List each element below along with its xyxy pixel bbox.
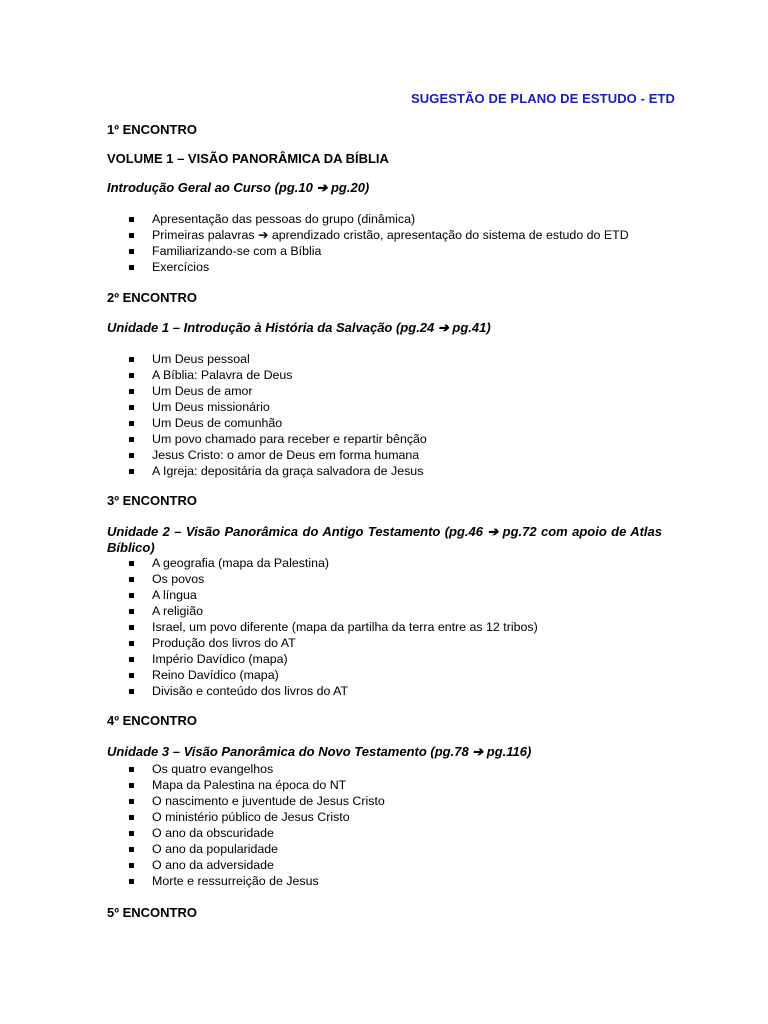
square-bullet-icon [129, 863, 134, 868]
square-bullet-icon [129, 265, 134, 270]
list-item: Exercícios [127, 259, 629, 275]
encontro-4-unit: Unidade 3 – Visão Panorâmica do Novo Testamento (pg.78 ➔ pg.116) [107, 744, 532, 759]
encontro-1-list [127, 211, 629, 275]
list-item: O ano da popularidade [127, 841, 385, 857]
square-bullet-icon [129, 373, 134, 378]
list-item: Mapa da Palestina na época do NT [127, 777, 385, 793]
list-item: Um Deus de comunhão [127, 415, 427, 431]
square-bullet-icon [129, 847, 134, 852]
list-item: A geografia (mapa da Palestina) [127, 555, 538, 571]
encontro-3-heading: 3º ENCONTRO [107, 493, 197, 508]
list-item: Reino Davídico (mapa) [127, 667, 538, 683]
square-bullet-icon [129, 831, 134, 836]
square-bullet-icon [129, 249, 134, 254]
list-item: Um Deus de amor [127, 383, 427, 399]
list-item: Produção dos livros do AT [127, 635, 538, 651]
square-bullet-icon [129, 453, 134, 458]
list-item: O nascimento e juventude de Jesus Cristo [127, 793, 385, 809]
square-bullet-icon [129, 799, 134, 804]
list-item: Um Deus pessoal [127, 351, 427, 367]
list-item: A Igreja: depositária da graça salvadora de Jesus [127, 463, 427, 479]
encontro-2-unit: Unidade 1 – Introdução à História da Salvação (pg.24 ➔ pg.41) [107, 320, 491, 335]
list-item: Os quatro evangelhos [127, 761, 385, 777]
square-bullet-icon [129, 437, 134, 442]
square-bullet-icon [129, 815, 134, 820]
list-item: Apresentação das pessoas do grupo (dinâmica) [127, 211, 629, 227]
list-item: Morte e ressurreição de Jesus [127, 873, 385, 889]
list-item: O ano da obscuridade [127, 825, 385, 841]
square-bullet-icon [129, 217, 134, 222]
encontro-2-list [127, 351, 427, 479]
square-bullet-icon [129, 469, 134, 474]
square-bullet-icon [129, 783, 134, 788]
square-bullet-icon [129, 577, 134, 582]
square-bullet-icon [129, 609, 134, 614]
encontro-3-list [127, 555, 538, 699]
list-item: Israel, um povo diferente (mapa da partilha da terra entre as 12 tribos) [127, 619, 538, 635]
square-bullet-icon [129, 625, 134, 630]
square-bullet-icon [129, 561, 134, 566]
square-bullet-icon [129, 767, 134, 772]
list-item: Império Davídico (mapa) [127, 651, 538, 667]
encontro-4-heading: 4º ENCONTRO [107, 713, 197, 728]
list-item: Os povos [127, 571, 538, 587]
square-bullet-icon [129, 593, 134, 598]
square-bullet-icon [129, 421, 134, 426]
square-bullet-icon [129, 357, 134, 362]
list-item: A religião [127, 603, 538, 619]
list-item: A Bíblia: Palavra de Deus [127, 367, 427, 383]
square-bullet-icon [129, 657, 134, 662]
square-bullet-icon [129, 641, 134, 646]
volume-1-heading: VOLUME 1 – VISÃO PANORÂMICA DA BÍBLIA [107, 151, 389, 166]
list-item: O ano da adversidade [127, 857, 385, 873]
list-item: Jesus Cristo: o amor de Deus em forma humana [127, 447, 427, 463]
list-item: O ministério público de Jesus Cristo [127, 809, 385, 825]
list-item: Um Deus missionário [127, 399, 427, 415]
square-bullet-icon [129, 405, 134, 410]
encontro-1-unit: Introdução Geral ao Curso (pg.10 ➔ pg.20) [107, 180, 370, 195]
encontro-2-heading: 2º ENCONTRO [107, 290, 197, 305]
list-item: Um povo chamado para receber e repartir bênção [127, 431, 427, 447]
list-item: Familiarizando-se com a Bíblia [127, 243, 629, 259]
encontro-1-heading: 1º ENCONTRO [107, 122, 197, 137]
square-bullet-icon [129, 879, 134, 884]
document-title: SUGESTÃO DE PLANO DE ESTUDO - ETD [411, 91, 676, 106]
square-bullet-icon [129, 233, 134, 238]
encontro-3-unit: Unidade 2 – Visão Panorâmica do Antigo Testamento (pg.46 ➔ pg.72 com apoio de Atlas Bíblico) [107, 524, 662, 555]
square-bullet-icon [129, 689, 134, 694]
list-item: Primeiras palavras ➔ aprendizado cristão, apresentação do sistema de estudo do ETD [127, 227, 629, 243]
square-bullet-icon [129, 389, 134, 394]
square-bullet-icon [129, 673, 134, 678]
encontro-4-list [127, 761, 385, 889]
list-item: Divisão e conteúdo dos livros do AT [127, 683, 538, 699]
list-item: A língua [127, 587, 538, 603]
encontro-5-heading: 5º ENCONTRO [107, 905, 197, 920]
